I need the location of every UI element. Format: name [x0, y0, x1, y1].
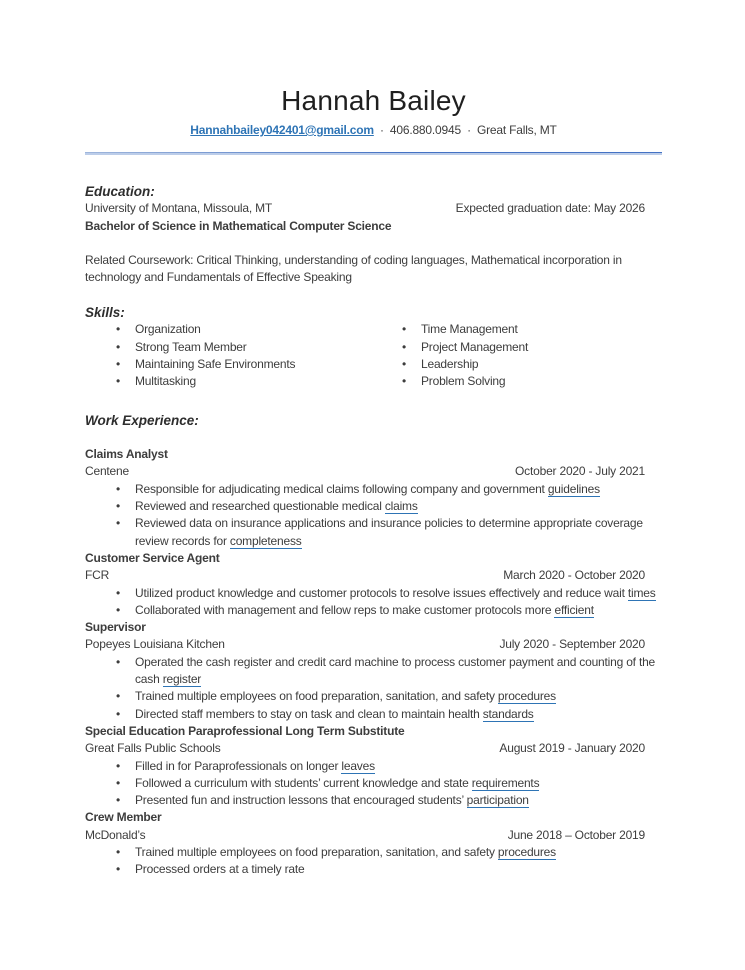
- skill-item: • Multitasking: [85, 373, 371, 390]
- skill-item: • Strong Team Member: [85, 339, 371, 356]
- skill-item: • Organization: [85, 321, 371, 338]
- job-title: Customer Service Agent: [85, 550, 220, 565]
- bullet-item: [85, 844, 662, 861]
- skill-item: • Leadership: [371, 356, 662, 373]
- bullet-link[interactable]: requirements: [471, 775, 540, 790]
- graduation-date: Expected graduation date: May 2026: [455, 201, 645, 216]
- name-heading: Hannah Bailey: [281, 85, 466, 116]
- skill-item: • Time Management: [371, 321, 662, 338]
- email-link[interactable]: Hannahbailey042401@gmail.com: [190, 123, 374, 137]
- bullet-item: [85, 654, 662, 689]
- bullet-link[interactable]: participation: [466, 793, 529, 808]
- bullet-text: Reviewed and researched questionable medical: [135, 499, 385, 514]
- job-title: Crew Member: [85, 810, 162, 825]
- job-dates: October 2020 - July 2021: [515, 464, 645, 479]
- bullet-link[interactable]: completeness: [229, 533, 302, 548]
- bullet-item: [85, 775, 662, 792]
- job-title: Claims Analyst: [85, 447, 168, 462]
- job-company: Great Falls Public Schools: [85, 741, 221, 756]
- work-experience-heading: Work Experience:: [85, 412, 199, 428]
- bullet-text: Trained multiple employees on food preparation, sanitation, and safety: [135, 844, 498, 859]
- bullet-link[interactable]: efficient: [554, 602, 594, 617]
- job-block: [85, 619, 662, 723]
- bullet-text: Filled in for Paraprofessionals on longer: [135, 758, 342, 773]
- education-section: [85, 183, 662, 287]
- skills-left-column: [85, 321, 371, 390]
- skills-section: [85, 304, 662, 390]
- job-company: FCR: [85, 568, 110, 583]
- bullet-text: Followed a curriculum with students’ current knowledge and state: [135, 775, 472, 790]
- job-company: Centene: [85, 464, 129, 479]
- skills-heading: Skills:: [85, 305, 125, 321]
- bullet-item: [85, 861, 662, 878]
- bullet-link[interactable]: times: [627, 585, 656, 600]
- separator-dot: ·: [379, 123, 384, 137]
- job-block: [85, 723, 662, 809]
- resume-header: [85, 84, 662, 155]
- bullet-link[interactable]: guidelines: [547, 481, 600, 496]
- skill-item: • Project Management: [371, 339, 662, 356]
- bullet-link[interactable]: procedures: [497, 689, 556, 704]
- job-bullets: [85, 654, 662, 723]
- degree-text: Bachelor of Science in Mathematical Computer Science: [85, 218, 392, 233]
- contact-line: [85, 122, 662, 139]
- job-bullets: [85, 844, 662, 879]
- bullet-item: [85, 602, 662, 619]
- job-company: McDonald’s: [85, 827, 146, 842]
- bullet-item: [85, 688, 662, 705]
- bullet-text: Collaborated with management and fellow reps to make customer protocols more: [135, 602, 555, 617]
- bullet-text: Directed staff members to stay on task and clean to maintain health: [135, 706, 483, 721]
- job-dates: June 2018 – October 2019: [507, 827, 645, 842]
- bullet-link[interactable]: claims: [384, 499, 418, 514]
- job-block: [85, 550, 662, 619]
- location-text: Great Falls, MT: [477, 123, 557, 137]
- school-name: University of Montana, Missoula, MT: [85, 201, 273, 216]
- job-bullets: [85, 585, 662, 620]
- skill-item: • Problem Solving: [371, 373, 662, 390]
- job-company: Popeyes Louisiana Kitchen: [85, 637, 225, 652]
- skills-right-column: [371, 321, 662, 390]
- bullet-text: Responsible for adjudicating medical claims following company and government: [135, 481, 548, 496]
- job-title: Supervisor: [85, 620, 146, 635]
- job-title: Special Education Paraprofessional Long Term Substitute: [85, 723, 405, 738]
- bullet-link[interactable]: register: [162, 672, 202, 687]
- coursework-text: Related Coursework: Critical Thinking, understanding of coding languages, Mathematical incorporation in technology and Fundamentals of Effective Speaking: [85, 253, 622, 285]
- phone-text: 406.880.0945: [389, 123, 461, 137]
- bullet-link[interactable]: leaves: [341, 758, 375, 773]
- job-block: [85, 809, 662, 878]
- header-divider: [85, 152, 662, 155]
- bullet-text: Operated the cash register and credit card machine to process customer payment and counting of the cash: [135, 654, 656, 687]
- job-dates: March 2020 - October 2020: [503, 568, 645, 583]
- bullet-item: [85, 792, 662, 809]
- bullet-text: Trained multiple employees on food preparation, sanitation, and safety: [135, 689, 498, 704]
- bullet-item: [85, 515, 662, 550]
- bullet-text: Utilized product knowledge and customer protocols to resolve issues effectively and reduce wait: [135, 585, 628, 600]
- bullet-text: Reviewed data on insurance applications and insurance policies to determine appropriate coverage review records for: [135, 516, 643, 548]
- bullet-item: [85, 498, 662, 515]
- bullet-text: Presented fun and instruction lessons that encouraged students’: [135, 793, 467, 808]
- job-bullets: [85, 758, 662, 810]
- job-dates: August 2019 - January 2020: [499, 741, 645, 756]
- bullet-link[interactable]: procedures: [497, 844, 556, 859]
- job-dates: July 2020 - September 2020: [499, 637, 645, 652]
- skill-item: • Maintaining Safe Environments: [85, 356, 371, 373]
- separator-dot: ·: [467, 123, 471, 137]
- bullet-text: Processed orders at a timely rate: [135, 862, 305, 877]
- bullet-item: [85, 481, 662, 498]
- bullet-item: [85, 758, 662, 775]
- job-bullets: [85, 481, 662, 550]
- bullet-link[interactable]: standards: [482, 706, 534, 721]
- bullet-item: [85, 706, 662, 723]
- job-block: [85, 446, 662, 550]
- education-heading: Education:: [85, 184, 155, 199]
- bullet-item: [85, 585, 662, 602]
- work-experience-section: [85, 412, 662, 879]
